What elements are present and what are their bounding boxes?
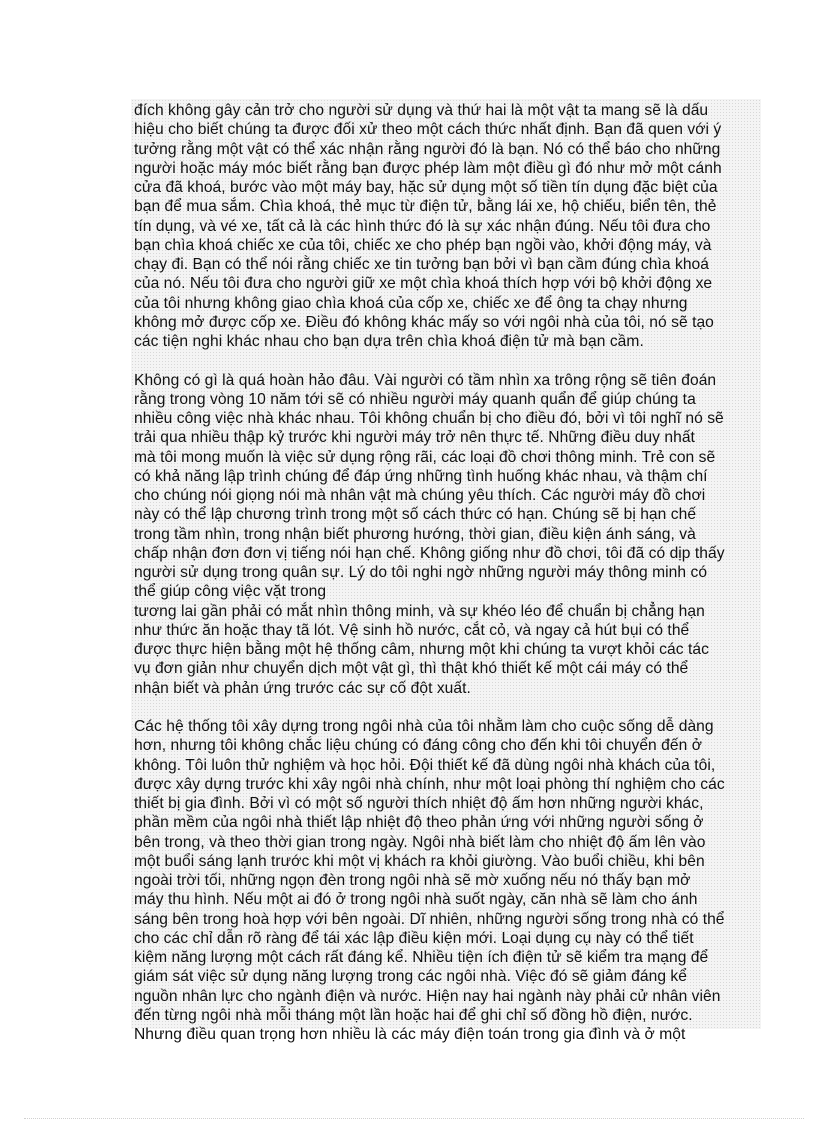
text-line: sáng bên trong hoà hợp với bên ngoài. Dĩ nhiên, những người sống trong nhà có thể xyxy=(134,910,725,928)
text-line: chạy đi. Bạn có thể nói rằng chiếc xe tin tưởng bạn bởi vì bạn cầm đúng chìa khoá xyxy=(134,256,710,273)
text-line: Nhưng điều quan trọng hơn nhiều là các máy điện toán trong gia đình và ở một xyxy=(134,1026,686,1043)
text-line: cửa đã khoá, bước vào một máy bay, hặc sử dụng một số tiền tín dụng đặc biệt của xyxy=(134,179,718,196)
text-line: hiệu cho biết chúng ta được đối xử theo một cách thức nhất định. Bạn đã quen với ý xyxy=(134,121,722,139)
text-line: chấp nhận đơn đơn vị tiếng nói hạn chế. Không giống như đồ chơi, tôi đã có dịp thấy xyxy=(134,544,725,562)
text-line: thiết bị gia đình. Bởi vì có một số người thích nhiệt độ ấm hơn những người khác, xyxy=(134,795,704,812)
text-line: kiệm năng lượng một cách rất đáng kể. Nhiều tiện ích điện tử sẽ kiểm tra mạng để xyxy=(134,949,709,966)
text-line: Các hệ thống tôi xây dựng trong ngôi nhà của tôi nhằm làm cho cuộc sống dễ dàng xyxy=(134,718,714,735)
text-line: được xây dựng trước khi xây ngôi nhà chính, như một loại phòng thí nghiệm cho các xyxy=(134,775,725,793)
text-line: nhiều công việc nhà khác nhau. Tôi không chuẩn bị cho điều đó, bởi vì tôi nghĩ nó sẽ xyxy=(134,410,724,427)
text-line: tín dụng, và vé xe, tất cả là các hình thức đó là sự xác nhận đúng. Nếu tôi đưa cho xyxy=(134,217,711,235)
text-line: không mở được cốp xe. Điều đó không khác mấy so với ngôi nhà của tôi, nó sẽ tạo xyxy=(134,313,714,331)
text-line: hơn, nhưng tôi không chắc liệu chúng có đáng công cho đến khi tôi chuyển đến ở xyxy=(134,737,702,755)
text-line: như thức ăn hoặc thay tã lót. Vệ sinh hồ nước, cắt cỏ, và ngay cả hút bụi có thể xyxy=(134,621,690,639)
page-bottom-rule xyxy=(24,1118,804,1119)
paragraph xyxy=(134,371,762,698)
text-line: đến từng ngôi nhà mỗi tháng một lần hoặc hai để ghi chỉ số đồng hồ điện, nước. xyxy=(134,1006,693,1024)
text-line: cho chúng nói giọng nói mà nhân vật mà chúng yêu thích. Các người máy đồ chơi xyxy=(134,487,706,504)
text-line: người hoặc máy móc biết rằng bạn được phép làm một điều gì đó như mở một cánh xyxy=(134,159,722,177)
text-line: này có thể lập chương trình trong một số cách thức có hạn. Chúng sẽ bị hạn chế xyxy=(134,506,697,524)
text-line: tưởng rằng một vật có thể xác nhận rằng người đó là bạn. Nó có thể báo cho những xyxy=(134,140,721,158)
text-line: trải qua nhiều thập kỷ trước khi người máy trở nên thực tế. Những điều duy nhất xyxy=(134,429,695,447)
text-line: tương lai gần phải có mắt nhìn thông minh, và sự khéo léo để chuẩn bị chẳng hạn xyxy=(134,602,705,620)
text-line: bên trong, và theo thời gian trong ngày. Ngôi nhà biết làm cho nhiệt độ ấm lên vào xyxy=(134,833,706,851)
text-line: các tiện nghi khác nhau cho bạn dựa trên chìa khoá điện tử mà bạn cầm. xyxy=(134,333,644,350)
text-line: được thực hiện bằng một hệ thống câm, nhưng một khi chúng ta vượt khỏi các tác xyxy=(134,641,709,658)
text-line: trong tầm nhìn, trong nhận biết phương hướng, thời gian, điều kiện ánh sáng, và xyxy=(134,525,696,543)
text-line: Không có gì là quá hoàn hảo đâu. Vài người có tầm nhìn xa trông rộng sẽ tiên đoán xyxy=(134,371,717,389)
document-body xyxy=(134,101,762,1044)
text-line: giám sát việc sử dụng năng lượng trong các ngôi nhà. Việc đó sẽ giảm đáng kể xyxy=(134,968,688,986)
text-line: bạn để mua sắm. Chìa khoá, thẻ mục từ điện tử, bằng lái xe, hộ chiếu, biển tên, thẻ xyxy=(134,198,717,216)
text-line: máy thu hình. Nếu một ai đó ở trong ngôi nhà suốt ngày, căn nhà sẽ làm cho ánh xyxy=(134,891,698,909)
text-line: có khả năng lập trình chúng để đáp ứng những tình huống khác nhau, và thậm chí xyxy=(134,467,708,485)
text-line: của tôi nhưng không giao chìa khoá của cốp xe, chiếc xe để ông ta chạy nhưng xyxy=(134,294,688,312)
text-line: nhận biết và phản ứng trước các sự cố đột xuất. xyxy=(134,679,471,697)
text-line: đích không gây cản trở cho người sử dụng và thứ hai là một vật ta mang sẽ là dấu xyxy=(134,102,709,119)
text-line: ngoài trời tối, những ngọn đèn trong ngôi nhà sẽ mờ xuống nếu nó thấy bạn mở xyxy=(134,872,691,889)
text-line: phần mềm của ngôi nhà thiết lập nhiệt độ theo phản ứng với những người sống ở xyxy=(134,814,704,832)
text-line: mà tôi mong muốn là việc sử dụng rộng rãi, các loại đồ chơi thông minh. Trẻ con sẽ xyxy=(134,448,716,466)
paragraph-gap xyxy=(134,698,762,717)
text-line: nguồn nhân lực cho ngành điện và nước. Hiện nay hai ngành này phải cử nhân viên xyxy=(134,987,721,1005)
text-line: người sử dụng trong quân sự. Lý do tôi nghi ngờ những người máy thông minh có xyxy=(134,564,708,581)
text-line: không. Tôi luôn thử nghiệm và học hỏi. Đội thiết kế đã dùng ngôi nhà khách của tôi, xyxy=(134,756,716,774)
text-line: bạn chìa khoá chiếc xe của tôi, chiếc xe cho phép bạn ngồi vào, khởi động máy, và xyxy=(134,236,712,254)
paragraph xyxy=(134,717,762,1044)
text-line: thể giúp công việc vặt trong xyxy=(134,583,327,601)
text-line: của nó. Nếu tôi đưa cho người giữ xe một chìa khoá thích hợp với bộ khởi động xe xyxy=(134,275,713,293)
text-line: rằng trong vòng 10 năm tới sẽ có nhiều người máy quanh quẩn để giúp chúng ta xyxy=(134,390,696,408)
paragraph xyxy=(134,101,762,351)
text-line: cho các chỉ dẫn rõ ràng để tái xác lập điều kiện mới. Loại dụng cụ này có thể tiết xyxy=(134,929,694,947)
paragraph-gap xyxy=(134,351,762,370)
text-line: vụ đơn giản như chuyển dịch một vật gì, thì thật khó thiết kế một cái máy có thể xyxy=(134,660,689,678)
text-line: một buổi sáng lạnh trước khi một vị khách ra khỏi giường. Vào buổi chiều, khi bên xyxy=(134,852,705,870)
